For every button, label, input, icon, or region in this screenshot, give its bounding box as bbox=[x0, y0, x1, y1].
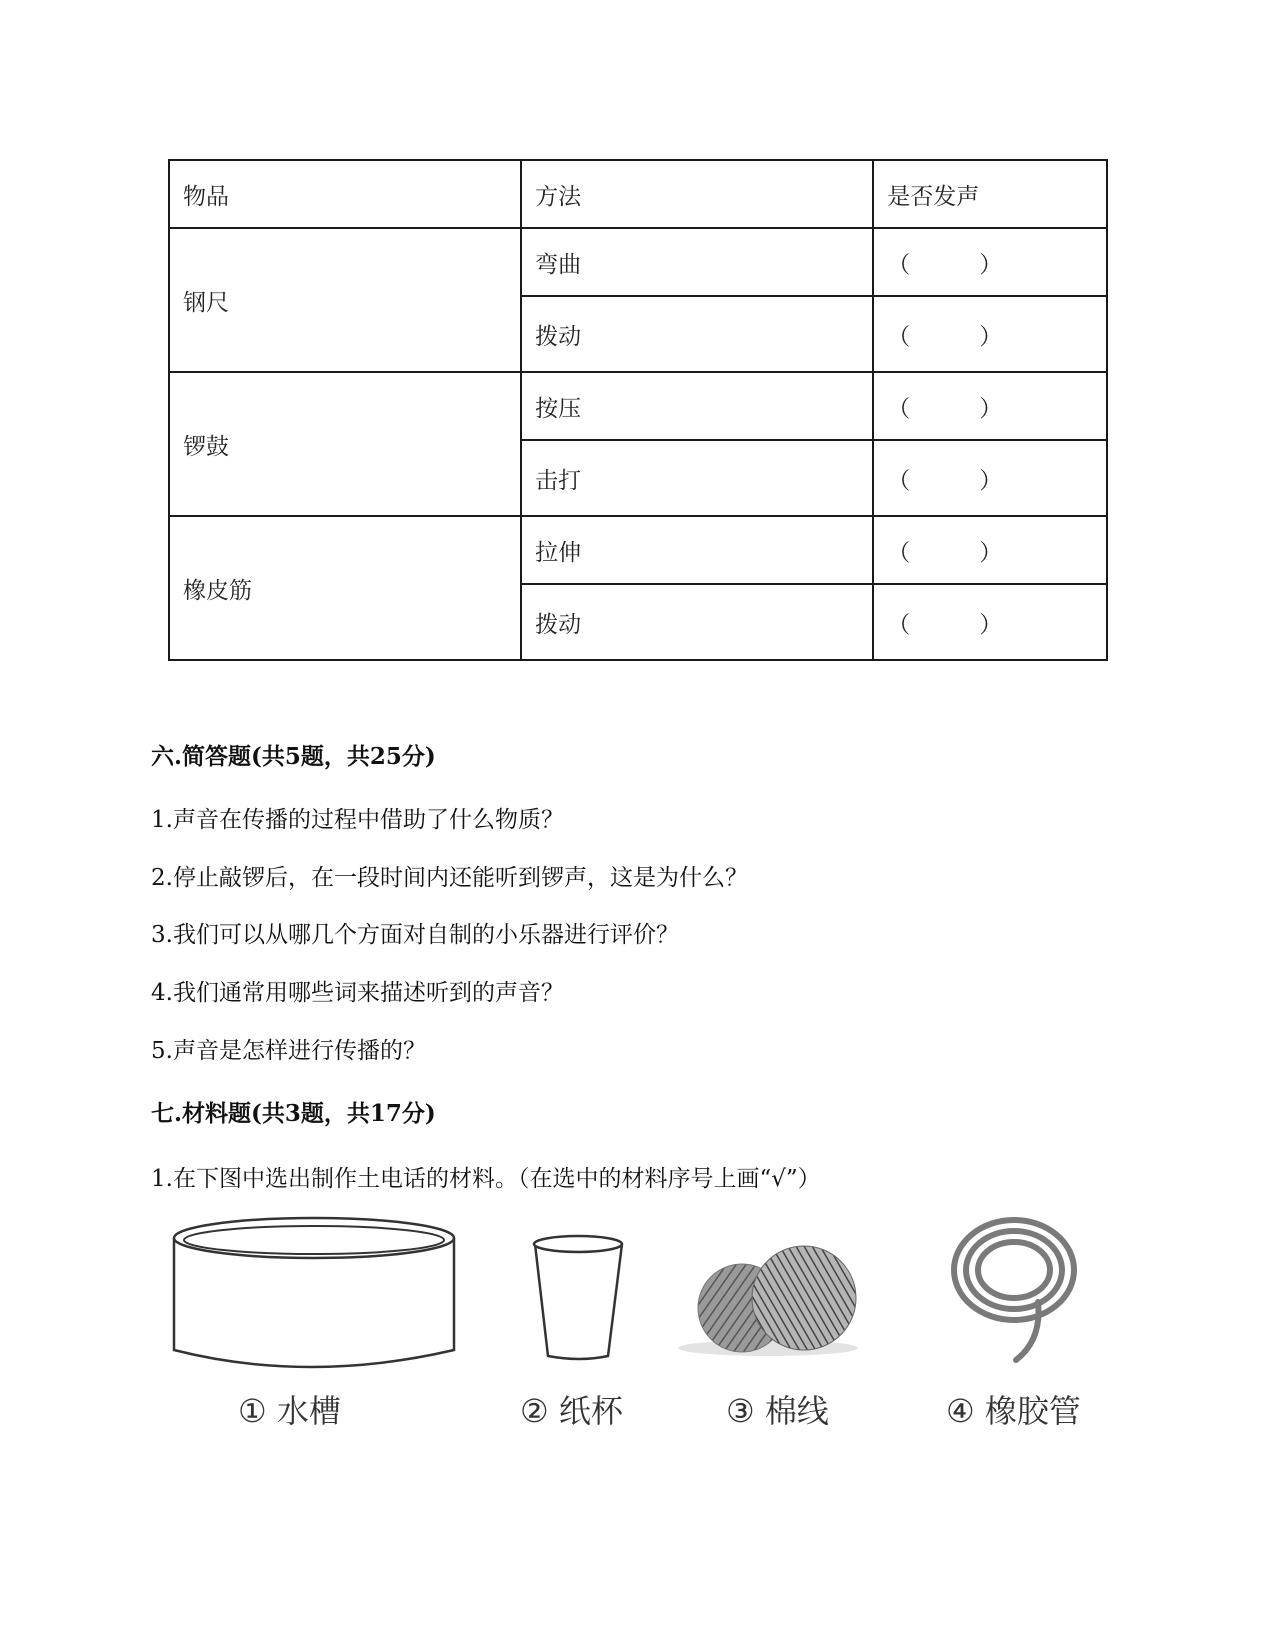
method-cell: 按压 bbox=[521, 372, 873, 440]
table-row bbox=[169, 516, 1107, 584]
table-row bbox=[169, 228, 1107, 296]
paper-cup-icon bbox=[534, 1236, 622, 1359]
item-cell: 钢尺 bbox=[169, 228, 521, 372]
header-method: 方法 bbox=[521, 160, 873, 228]
table-row bbox=[169, 372, 1107, 440]
cotton-thread-icon bbox=[678, 1246, 858, 1356]
method-cell: 拨动 bbox=[521, 296, 873, 372]
item-cell: 锣鼓 bbox=[169, 372, 521, 516]
answer-blank[interactable]: （ ） bbox=[873, 440, 1107, 516]
question-item: 4.我们通常用哪些词来描述听到的声音？ bbox=[151, 980, 564, 1006]
method-cell: 击打 bbox=[521, 440, 873, 516]
question-item: 1.在下图中选出制作土电话的材料。（在选中的材料序号上画“√”） bbox=[151, 1166, 821, 1192]
answer-blank[interactable]: （ ） bbox=[873, 584, 1107, 660]
header-item: 物品 bbox=[169, 160, 521, 228]
question-item: 2.停止敲锣后，在一段时间内还能听到锣声，这是为什么？ bbox=[151, 865, 748, 891]
material-label: ③ 棉线 bbox=[726, 1392, 829, 1430]
materials-figure bbox=[168, 1210, 1128, 1450]
answer-blank[interactable]: （ ） bbox=[873, 516, 1107, 584]
question-item: 5.声音是怎样进行传播的？ bbox=[151, 1038, 426, 1064]
item-cell: 橡皮筋 bbox=[169, 516, 521, 660]
question-item: 3.我们可以从哪几个方面对自制的小乐器进行评价？ bbox=[151, 922, 679, 948]
answer-blank[interactable]: （ ） bbox=[873, 228, 1107, 296]
header-sound: 是否发声 bbox=[873, 160, 1107, 228]
section-title-materials: 七.材料题(共3题，共17分) bbox=[151, 1100, 436, 1127]
answer-blank[interactable]: （ ） bbox=[873, 296, 1107, 372]
method-cell: 弯曲 bbox=[521, 228, 873, 296]
question-item: 1.声音在传播的过程中借助了什么物质？ bbox=[151, 807, 564, 833]
section-title-short-answer: 六.简答题(共5题，共25分) bbox=[151, 743, 436, 770]
method-cell: 拉伸 bbox=[521, 516, 873, 584]
method-cell: 拨动 bbox=[521, 584, 873, 660]
material-label: ② 纸杯 bbox=[520, 1392, 623, 1430]
material-label: ④ 橡胶管 bbox=[946, 1392, 1081, 1430]
experiment-table bbox=[168, 159, 1108, 661]
water-tank-icon bbox=[174, 1218, 454, 1367]
answer-blank[interactable]: （ ） bbox=[873, 372, 1107, 440]
table-header-row bbox=[169, 160, 1107, 228]
material-label: ① 水槽 bbox=[238, 1392, 341, 1430]
rubber-tube-icon bbox=[954, 1220, 1074, 1360]
